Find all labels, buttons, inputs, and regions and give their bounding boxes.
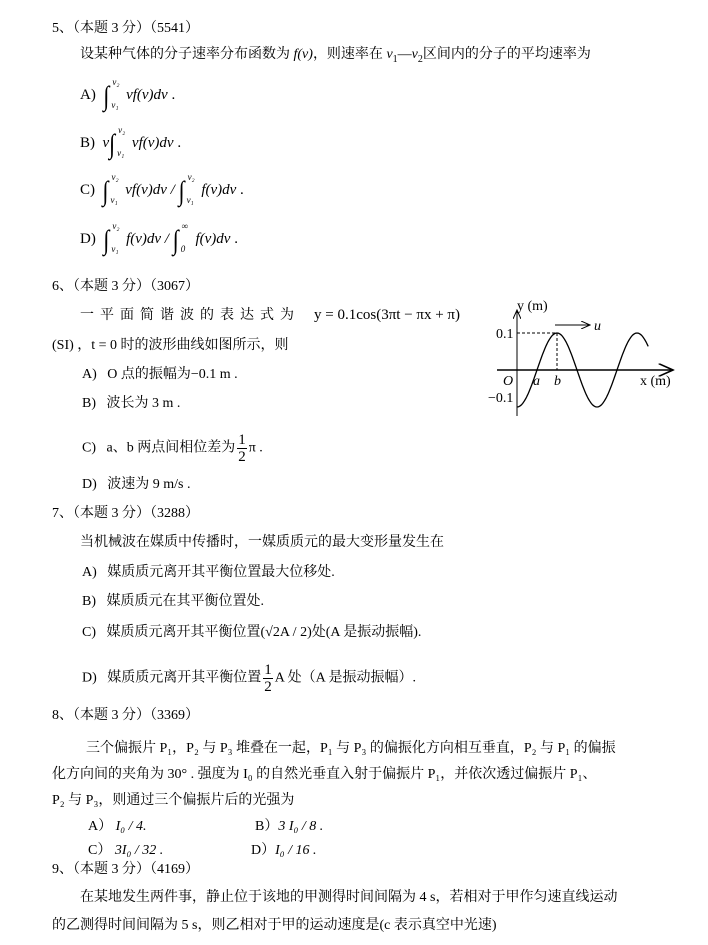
q5-option-d[interactable]: D) ∫ v₂ v₁ f(v)dv / ∫ ∞ 0 f(v)dv .: [80, 220, 238, 255]
q6-stem: 一平面简谐波的表达式为 y = 0.1cos(3πt − πx + π): [80, 307, 461, 323]
q7-stem: 当机械波在媒质中传播时，一媒质质元的最大变形量发生在: [80, 535, 444, 550]
q6-header: 6、（本题 3 分）（3067）: [52, 279, 199, 294]
q8-header: 8、（本题 3 分）（3369）: [52, 708, 199, 723]
q7-option-d[interactable]: D) 媒质质元离开其平衡位置 $\frac{1}{2}$ A 处（A 是振动振幅）.: [82, 662, 416, 695]
q8-option-a[interactable]: A） I₀ / 4.: [88, 819, 147, 834]
q8-option-c[interactable]: C） 3I₀ / 32 .: [88, 843, 164, 858]
q6-option-c[interactable]: C) a、b 两点间相位差为 $\frac{1}{2}$ π .: [82, 432, 263, 465]
q7-header: 7、（本题 3 分）（3288）: [52, 506, 199, 521]
point-a-label: a: [533, 374, 540, 389]
integral-sign: ∫ v₂ v₁: [103, 220, 120, 255]
q5-stem: 设某种气体的分子速率分布函数为 f(v)，则速率在 $v_1—v_2$区间内的分子的平均速率为: [80, 47, 591, 65]
integral-sign: ∫ v₂ v₁: [102, 171, 119, 206]
integral-sign: ∫ v₂ v₁: [109, 124, 126, 159]
q6-option-b[interactable]: B) 波长为 3 m .: [82, 396, 181, 411]
q5-header: 5、（本题 3 分）（5541）: [52, 21, 199, 36]
point-b-label: b: [554, 374, 561, 389]
q5-option-c[interactable]: C) ∫ v₂ v₁ vf(v)dv / ∫ v₂ v₁ f(v)dv .: [80, 171, 244, 206]
q7-option-b[interactable]: B) 媒质质元在其平衡位置处.: [82, 594, 264, 609]
integral-sign: ∫ v₂ v₁: [178, 171, 195, 206]
integral-sign: ∫ v₂ v₁: [103, 76, 120, 111]
integral-sign: ∫ ∞ 0: [172, 220, 189, 255]
q5-option-a[interactable]: A) ∫ v₂ v₁ vf(v)dv .: [80, 76, 176, 111]
q9-line-1: 在某地发生两件事，静止位于该地的甲测得时间间隔为 4 s，若相对于甲作匀速直线运动: [80, 890, 618, 905]
q9-header: 9、（本题 3 分）（4169）: [52, 862, 199, 877]
q8-line-1: 三个偏振片 P₁，P₂ 与 P₃ 堆叠在一起，P₁ 与 P₃ 的偏振化方向相互垂直，P₂ 与 P₁ 的偏振: [86, 741, 616, 756]
q8-line-3: P₂ 与 P₃，则通过三个偏振片后的光强为: [52, 793, 295, 808]
fraction: $\frac{1}{2}$: [238, 432, 246, 465]
x-axis-label: x (m): [640, 374, 671, 389]
q7-option-c[interactable]: C) 媒质质元离开其平衡位置(√2A / 2)处(A 是振动振幅).: [82, 625, 422, 640]
fraction: $\frac{1}{2}$: [264, 662, 272, 695]
tick-positive: 0.1: [496, 327, 514, 342]
velocity-label: u: [594, 319, 601, 334]
q6-option-d[interactable]: D) 波速为 9 m/s .: [82, 477, 191, 492]
q9-line-2: 的乙测得时间间隔为 5 s，则乙相对于甲的运动速度是(c 表示真空中光速): [52, 918, 497, 933]
q8-line-2: 化方向间的夹角为 30° . 强度为 I₀ 的自然光垂直入射于偏振片 P₁，并依次透过偏振片 P₁、: [52, 767, 597, 782]
q5-option-b[interactable]: B) v∫ v₂ v₁ vf(v)dv .: [80, 124, 182, 159]
q7-option-a[interactable]: A) 媒质质元离开其平衡位置最大位移处.: [82, 565, 335, 580]
tick-negative: −0.1: [488, 391, 514, 406]
q6-stem-cont: (SI) ，t = 0 时的波形曲线如图所示，则: [52, 338, 289, 353]
y-axis-label: y (m): [517, 299, 548, 314]
q6-option-a[interactable]: A) O 点的振幅为−0.1 m .: [82, 367, 238, 382]
q8-option-d[interactable]: D）I₀ / 16 .: [251, 843, 317, 858]
q8-option-b[interactable]: B）3 I₀ / 8 .: [255, 819, 324, 834]
origin-label: O: [503, 374, 514, 389]
wave-formula: y = 0.1cos(3πt − πx + π): [314, 307, 461, 323]
